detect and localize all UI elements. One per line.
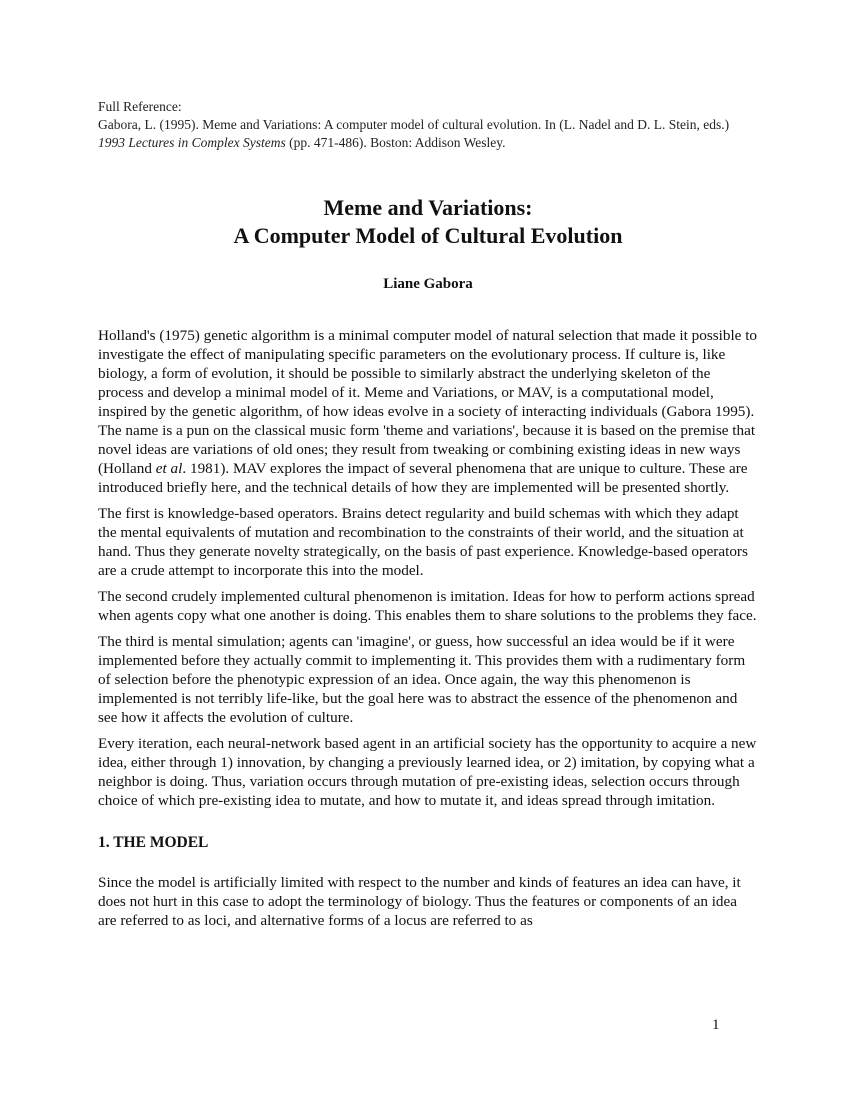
reference-citation-part1: Gabora, L. (1995). Meme and Variations: A computer model of cultural evolution. In (L. Nadel and D. L. Stein, eds.) bbox=[98, 117, 730, 132]
reference-label: Full Reference: bbox=[98, 99, 182, 114]
section-heading-model: 1. THE MODEL bbox=[98, 834, 209, 851]
page-number: 1 bbox=[712, 1017, 720, 1033]
paragraph-mental-simulation: The third is mental simulation; agents can 'imagine', or guess, how successful an idea would be if it were implemented before they actually commit to implementing it. This provides them with a rudimentary form of selection before the phenotypic expression of an idea. Once again, the way this phenomenon is implemented is not terribly life-like, but the goal here was to abstract the essence of the phenomenon and see how it affects the evolution of culture. bbox=[98, 633, 746, 726]
reference-book-title: 1993 Lectures in Complex Systems bbox=[98, 135, 286, 150]
paragraph-iteration: Every iteration, each neural-network based agent in an artificial society has the opportunity to acquire a new idea, either through 1) innovation, by changing a previously learned idea, or 2) imitation, by copying what a neighbor is doing. Thus, variation occurs through mutation of pre-existing ideas, selection occurs through choice of which pre-existing idea to mutate, and how to mutate it, and ideas spread through imitation. bbox=[98, 735, 757, 809]
paper-title bbox=[98, 194, 758, 250]
paragraph-intro bbox=[98, 326, 758, 497]
full-reference bbox=[98, 98, 758, 152]
paragraph-model: Since the model is artificially limited with respect to the number and kinds of features an idea can have, it does not hurt in this case to adopt the terminology of biology. Thus the features or components of an idea are referred to as loci, and alternative forms of a locus are referred to as bbox=[98, 874, 741, 929]
body-text bbox=[98, 326, 758, 930]
paragraph-intro-part1: Holland's (1975) genetic algorithm is a minimal computer model of natural selection that made it possible to investigate the effect of manipulating specific parameters on the evolutionary process. If culture is, like biology, a form of evolution, it should be possible to similarly abstract the underlying skeleton of the process and develop a minimal model of it. Meme and Variations, or MAV, is a computational model, inspired by the genetic algorithm, of how ideas evolve in a society of interacting individuals (Gabora 1995). The name is a pun on the classical music form 'theme and variations', because it is based on the premise that novel ideas are variations of old ones; they result from tweaking or combining existing ideas in new ways (Holland bbox=[98, 327, 758, 477]
reference-citation-part2: (pp. 471-486). Boston: Addison Wesley. bbox=[285, 135, 506, 150]
paper-author: Liane Gabora bbox=[383, 276, 473, 292]
paragraph-imitation: The second crudely implemented cultural phenomenon is imitation. Ideas for how to perform actions spread when agents copy what one another is doing. This enables them to share solutions to the problems they face. bbox=[98, 588, 757, 624]
reference-citation bbox=[98, 116, 758, 152]
paragraph-knowledge-operators: The first is knowledge-based operators. Brains detect regularity and build schemas with which they adapt the mental equivalents of mutation and recombination to the constraints of their world, and the situation at hand. Thus they generate novelty strategically, on the basis of past experience. Knowledge-based operators are a crude attempt to incorporate this into the model. bbox=[98, 505, 748, 579]
paragraph-intro-etal: et al bbox=[155, 460, 183, 477]
paragraph-intro-part2: . 1981). MAV explores the impact of several phenomena that are unique to culture. These are introduced briefly here, and the technical details of how they are implemented will be presented shortly. bbox=[98, 460, 748, 496]
page-content bbox=[98, 98, 758, 937]
paper-title-line2: A Computer Model of Cultural Evolution bbox=[233, 223, 623, 248]
paper-title-line1: Meme and Variations: bbox=[323, 195, 533, 220]
